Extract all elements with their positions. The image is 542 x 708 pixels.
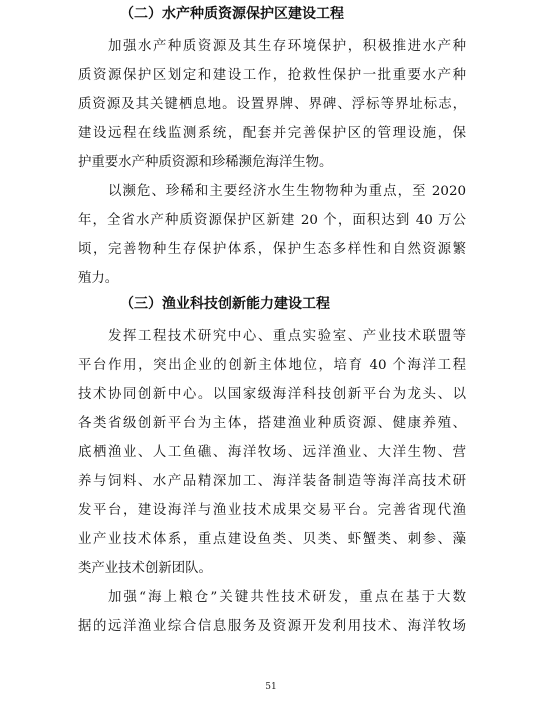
text-line: 质资源保护区划定和建设工作，抢救性保护一批重要水产种: [78, 68, 466, 83]
text-line: 各类省级创新平台为主体，搭建渔业种质资源、健康养殖、: [78, 416, 466, 431]
page-number: 51: [265, 682, 277, 692]
section-heading-fishery-tech-innovation: （三）渔业科技创新能力建设工程: [120, 296, 330, 312]
text-line: 加强“海上粮仓”关键共性技术研发，重点在基于大数: [108, 590, 466, 605]
paragraph-innovation-platforms: [78, 322, 466, 583]
text-line: 平台作用，突出企业的创新主体地位，培育 40 个海洋工程: [78, 358, 466, 373]
paragraph-germplasm-protection: [78, 32, 466, 177]
text-line: 年，全省水产种质资源保护区新建 20 个，面积达到 40 万公: [78, 213, 466, 228]
text-line: 类产业技术创新团队。: [78, 561, 212, 576]
text-line: 殖力。: [78, 271, 119, 286]
text-line: 底栖渔业、人工鱼礁、海洋牧场、远洋渔业、大洋生物、营: [78, 445, 466, 460]
text-line: 加强水产种质资源及其生存环境保护，积极推进水产种: [108, 39, 466, 54]
text-line: 建设远程在线监测系统，配套并完善保护区的管理设施，保: [78, 126, 466, 141]
text-line: 发挥工程技术研究中心、重点实验室、产业技术联盟等: [108, 329, 466, 344]
text-line: 护重要水产种质资源和珍稀濒危海洋生物。: [78, 155, 333, 170]
section-heading-aquatic-germplasm: （二）水产种质资源保护区建设工程: [120, 6, 344, 22]
paragraph-2020-targets: [78, 177, 466, 293]
text-line: 技术协同创新中心。以国家级海洋科技创新平台为龙头、以: [78, 387, 466, 402]
text-line: 业产业技术体系，重点建设鱼类、贝类、虾蟹类、刺参、藻: [78, 532, 466, 547]
text-line: 以濒危、珍稀和主要经济水生生物物种为重点，至 2020: [108, 184, 466, 199]
text-line: 顷，完善物种生存保护体系，保护生态多样性和自然资源繁: [78, 242, 466, 257]
paragraph-marine-granary: [78, 583, 466, 641]
text-line: 发平台，建设海洋与渔业技术成果交易平台。完善省现代渔: [78, 503, 466, 518]
text-line: 质资源及其关键栖息地。设置界牌、界碑、浮标等界址标志，: [78, 97, 466, 112]
text-line: 据的远洋渔业综合信息服务及资源开发利用技术、海洋牧场: [78, 619, 466, 634]
text-line: 养与饲料、水产品精深加工、海洋装备制造等海洋高技术研: [78, 474, 466, 489]
